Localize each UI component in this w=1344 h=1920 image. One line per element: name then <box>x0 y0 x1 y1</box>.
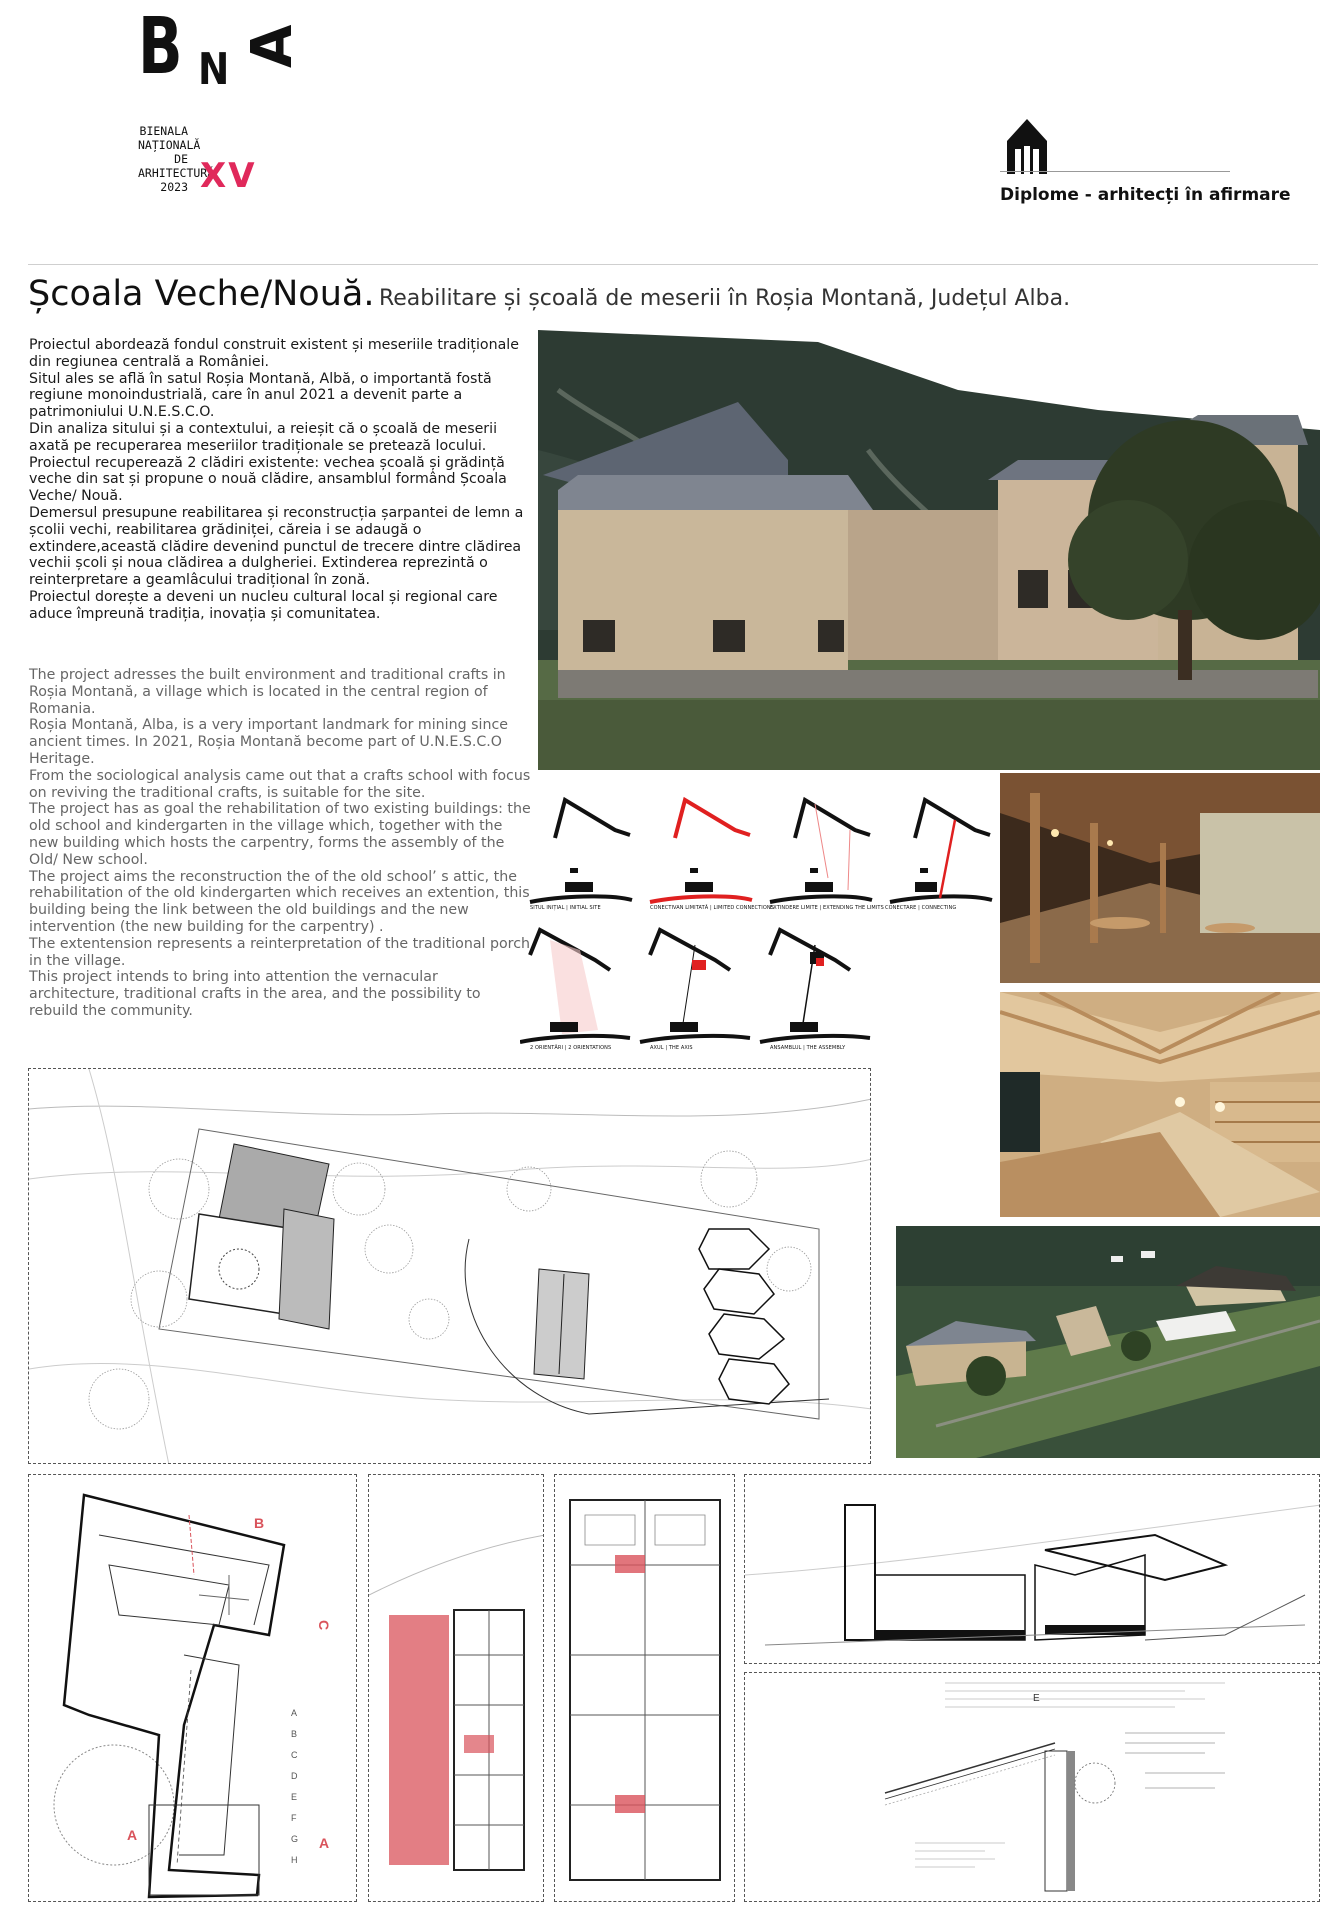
diagram-label: SITUL INIȚIAL | INITIAL SITE <box>530 905 601 911</box>
title-main: Școala Veche/Nouă. <box>28 274 375 314</box>
logo-subtitle-line: NAȚIONALĂ <box>138 138 201 152</box>
logo-subtitle-line: DE <box>174 152 188 166</box>
diplome-divider <box>1000 171 1230 172</box>
diagram-label: EXTINDERE LIMITE | EXTENDING THE LIMITS <box>770 905 884 911</box>
description-english: The project adresses the built environment and traditional crafts in Roșia Montană, a village which is located in the central region of Romania. Roșia Montană, Alba, is a very important landmark for mining since ancient times. In 2021, Roșia Montană become part of U.N.E.S.C.O Heritage. From the sociological analysis came out that a crafts school with focus on reviving the traditional crafts, is suitable for the site. The project has as goal the rehabilitation of two existing buildings: the old school and kindergarten in the village which, together with the new building which hosts the carpentry, forms the assembly of the Old/ New school. The project aims the reconstruction the of the old school’ s attic, the rehabilitation of the old kindergarten which receives an extention, this building being the link between the old buildings and the new intervention (the new building for the carpentry) . The extentension represents a reinterpretation of the traditional porch in the village. This project intends to bring into attention the vernacular architecture, traditional crafts in the area, and the possibility to rebuild the community. <box>29 667 531 1019</box>
diagram-label: ANSAMBLUL | THE ASSEMBLY <box>770 1045 846 1051</box>
diagram-label: 2 ORIENTĂRI | 2 ORIENTATIONS <box>530 1045 612 1051</box>
section-plan-elevation <box>554 1474 735 1902</box>
logo-subtitle-line: 2023 <box>160 180 188 194</box>
exterior-render <box>538 330 1320 770</box>
building-section <box>744 1474 1320 1664</box>
diagram-label: AXUL | THE AXIS <box>650 1045 693 1051</box>
header-divider <box>28 264 1318 265</box>
grid-letters: A B C D E F G H <box>291 1708 299 1865</box>
interior-workshop-render <box>1000 992 1320 1217</box>
upper-floor-plan <box>368 1474 544 1902</box>
section-marker-a2: A <box>319 1835 330 1851</box>
section-label: Diplome - arhitecți în afirmare <box>1000 185 1291 205</box>
description-romanian: Proiectul abordează fondul construit existent și meseriile tradiționale din regiunea centrală a României. Situl ales se află în satul Roșia Montană, Albă, o importantă fostă regiune monoindustrială, care în anul 2021 a devenit parte a patrimoniului U.N.E.S.C.O. Din analiza sitului și a contextului, a reieșit că o școală de meserii axată pe recuperarea meseriilor tradiționale se pretează locului. Proiectul recuperează 2 clădiri existente: vechea școală și grădință veche din sat și propune o nouă clădire, ansamblul formând Școala Veche/ Nouă. Demersul presupune reabilitarea și reconstrucția șarpantei de lemn a școlii vechi, reabilitarea grădiniței, căreia i se adaugă o extindere,această clădire devenind punctul de trecere dintre clădirea vechii școli și noua clădirea a dulgheriei. Extinderea reprezintă o reinterpretare a geamlâcului tradițional în zonă. Proiectul dorește a deveni un nucleu cultural local și regional care aduce împreună tradiția, inovația și comunitatea. <box>29 337 524 622</box>
logo-subtitle <box>138 124 215 194</box>
section-marker-c: C <box>316 1619 333 1631</box>
logo-letter-n: N <box>198 44 230 95</box>
logo-letter-b: B <box>138 2 183 92</box>
ground-floor-plan <box>28 1474 357 1902</box>
section-marker-a: A <box>127 1827 138 1843</box>
bna-logo <box>138 2 308 223</box>
detail-marker-e: E <box>1033 1693 1040 1704</box>
page-title <box>28 274 1070 314</box>
concept-diagrams <box>520 790 998 1060</box>
title-subtitle: Reabilitare și școală de meserii în Roșia Montană, Județul Alba. <box>378 286 1071 311</box>
diagram-label: CONECTARE | CONNECTING <box>885 905 957 911</box>
diagram-label: CONECTIVAN LIMITATĂ | LIMITED CONNECTIONS <box>650 905 775 911</box>
logo-edition: XV <box>200 156 257 196</box>
section-marker-b: B <box>254 1515 265 1531</box>
interior-porch-render <box>1000 773 1320 983</box>
logo-subtitle-line: BIENALA <box>139 124 188 138</box>
construction-detail <box>744 1672 1320 1902</box>
logo-subtitle-line: ARHITECTURĂ <box>138 166 215 180</box>
site-plan <box>28 1068 871 1464</box>
aerial-render <box>896 1226 1320 1458</box>
pencil-building-icon <box>1002 116 1052 174</box>
logo-letter-a: A <box>240 24 305 68</box>
